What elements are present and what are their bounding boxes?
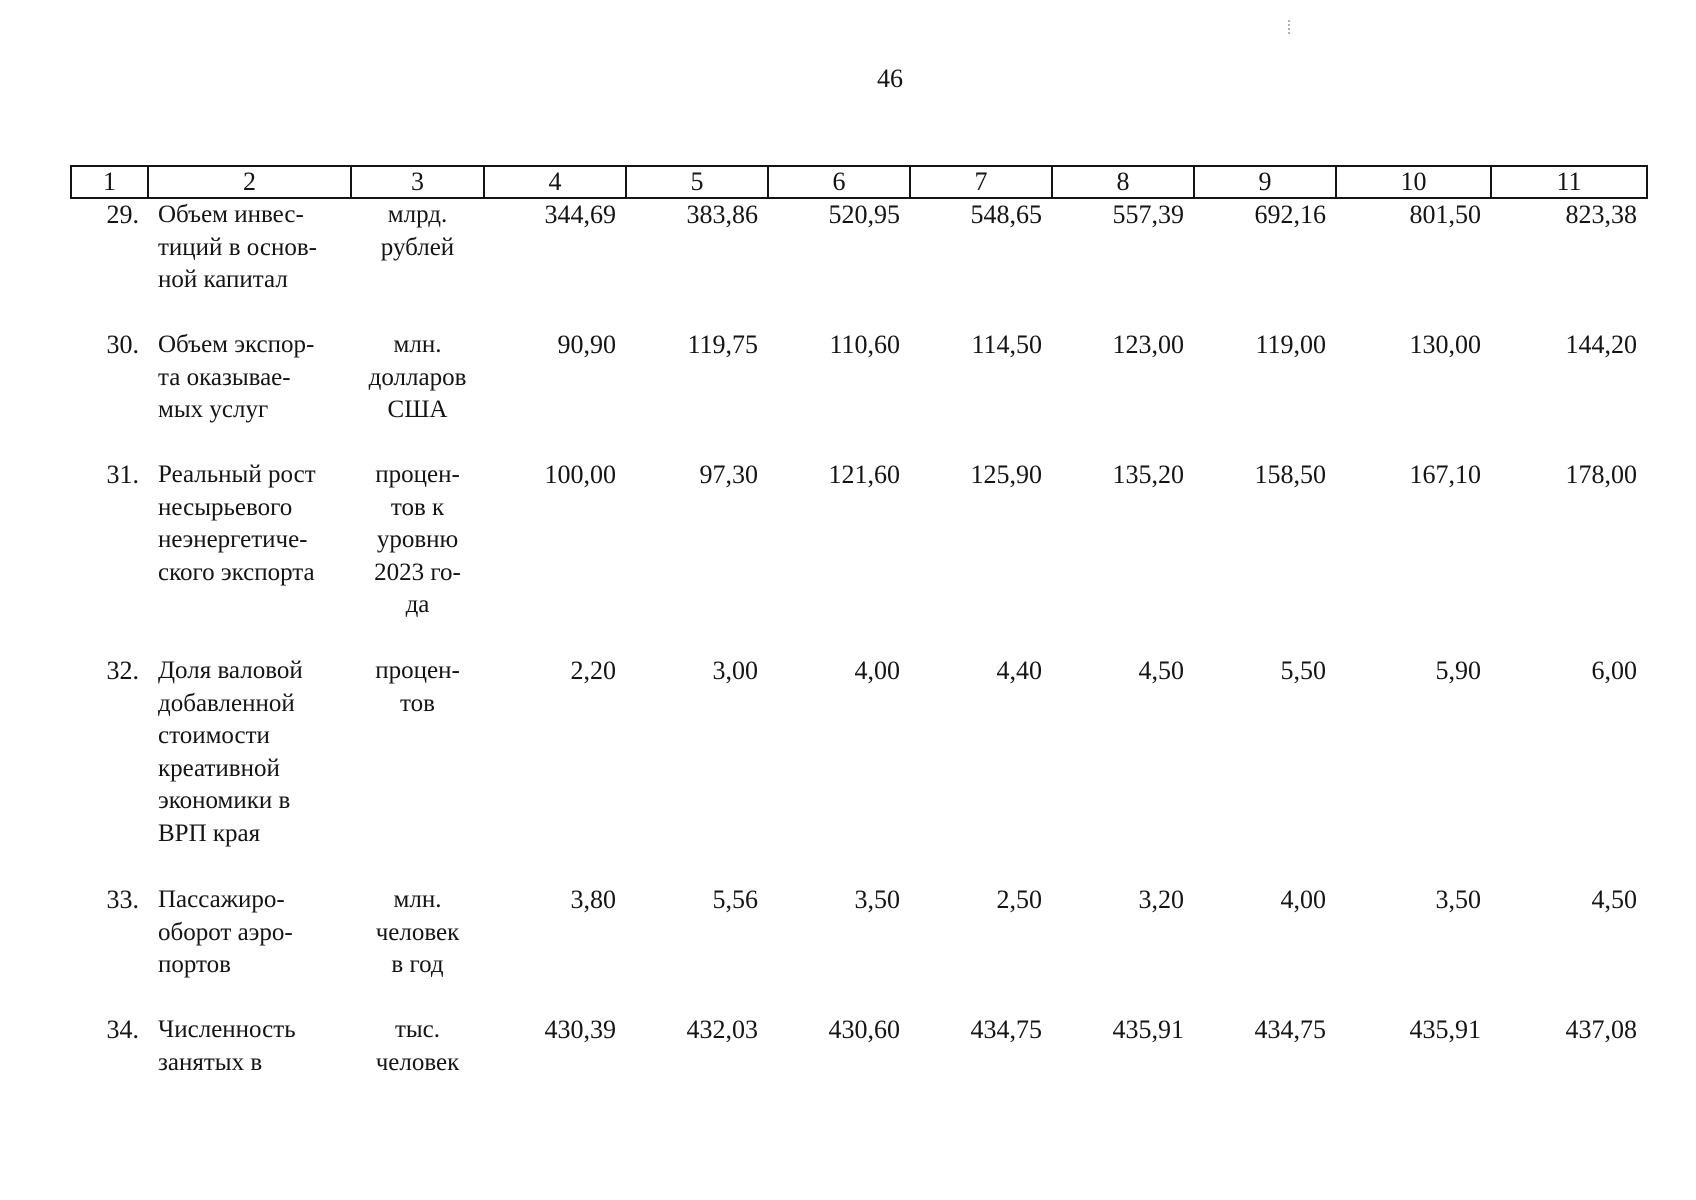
unit-of-measure [351,329,484,459]
unit-line: США [387,396,448,423]
value-cell: 178,00 [1565,460,1637,489]
indicator-name-line: Доля валовой [158,657,303,684]
value-cell: 4,50 [1591,885,1637,914]
indicator-name-line: Реальный рост [158,461,316,488]
value-cell: 110,60 [829,330,900,359]
table-row [71,884,1647,1014]
value-cell: 4,00 [1280,885,1326,914]
value-cell: 114,50 [971,330,1042,359]
value-cell: 823,38 [1565,200,1637,229]
value-cell: 144,20 [1565,330,1637,359]
column-number-row [71,166,1647,198]
column-number: 5 [626,166,768,198]
indicator-name [148,884,351,1014]
indicator-name-line: креативной [158,754,280,782]
table-row [71,329,1647,459]
value-cell: 3,50 [854,885,900,914]
unit-line: процен- [375,657,460,684]
page-number: 46 [877,64,903,93]
indicators-table [70,165,1648,1094]
value-cell: 548,65 [970,200,1042,229]
value-cell: 520,95 [828,200,900,229]
row-number: 30. [106,330,139,359]
unit-line: человек [375,918,460,946]
value-cell: 434,75 [970,1015,1042,1044]
value-cell: 4,40 [996,656,1042,685]
value-cell: 437,08 [1565,1015,1637,1044]
indicator-name-line: Объем инвес- [158,201,304,228]
indicator-name [148,329,351,459]
indicator-name-line: экономики в [158,787,291,814]
table-row [71,655,1647,884]
value-cell: 344,69 [544,200,616,229]
value-cell: 4,50 [1138,656,1184,685]
unit-of-measure [351,198,484,329]
value-cell: 3,20 [1138,885,1184,914]
unit-line: тов к [390,493,445,521]
unit-line: уровню [376,526,459,553]
column-number: 1 [71,166,148,198]
value-cell: 135,20 [1112,460,1184,489]
column-number: 6 [768,166,910,198]
indicator-name [148,1014,351,1094]
value-cell: 167,10 [1409,460,1481,489]
row-number: 32. [106,656,139,685]
value-cell: 5,90 [1435,656,1481,685]
indicator-name-line: ВРП края [158,819,261,847]
value-cell: 430,39 [544,1015,616,1044]
indicator-name [148,198,351,329]
value-cell: 119,00 [1255,330,1326,359]
indicator-name-line: оборот аэро- [158,918,293,946]
column-number: 11 [1491,166,1647,198]
value-cell: 6,00 [1591,656,1637,685]
column-number: 3 [351,166,484,198]
value-cell: 383,86 [686,200,758,229]
unit-line: долларов [368,363,467,391]
indicator-name-line: тиций в основ- [158,233,317,261]
column-number: 7 [910,166,1052,198]
value-cell: 430,60 [828,1015,900,1044]
unit-of-measure [351,1014,484,1094]
unit-of-measure [351,884,484,1014]
column-number: 2 [148,166,351,198]
value-cell: 97,30 [699,460,758,489]
value-cell: 2,20 [570,656,616,685]
scan-artifact-mark [1288,20,1292,34]
value-cell: 5,56 [712,885,758,914]
row-number: 31. [106,460,139,489]
indicator-name-line: несырьевого [158,493,293,521]
value-cell: 100,00 [544,460,616,489]
value-cell: 435,91 [1409,1015,1481,1044]
unit-line: тов [400,689,435,717]
value-cell: 90,90 [557,330,616,359]
column-number: 8 [1052,166,1194,198]
value-cell: 5,50 [1280,656,1326,685]
unit-line: млн. [393,331,442,358]
indicator-name-line: стоимости [158,722,270,749]
column-number: 4 [484,166,626,198]
value-cell: 123,00 [1112,330,1184,359]
row-number: 34. [106,1015,139,1044]
unit-line: млрд. [387,201,448,228]
indicator-name-line: та оказывае- [158,363,291,391]
indicator-name-line: ского экспорта [158,558,315,586]
value-cell: 435,91 [1112,1015,1184,1044]
unit-line: рублей [380,233,455,261]
indicator-name [148,655,351,884]
value-cell: 434,75 [1254,1015,1326,1044]
indicator-name-line: неэнергетиче- [158,526,308,553]
indicator-name [148,459,351,655]
value-cell: 3,50 [1435,885,1481,914]
unit-line: процен- [375,461,460,488]
unit-line: да [405,591,430,618]
column-number: 9 [1194,166,1336,198]
value-cell: 119,75 [687,330,758,359]
value-cell: 130,00 [1409,330,1481,359]
value-cell: 692,16 [1254,200,1326,229]
indicator-name-line: Пассажиро- [158,886,285,913]
row-number: 29. [106,200,139,229]
table-row [71,198,1647,329]
indicator-name-line: Численность [158,1016,296,1043]
unit-line: 2023 го- [374,558,461,586]
indicator-name-line: мых услуг [158,396,269,423]
table-row [71,459,1647,655]
value-cell: 121,60 [828,460,900,489]
value-cell: 4,00 [854,656,900,685]
unit-line: тыс. [394,1016,441,1043]
value-cell: 801,50 [1409,200,1481,229]
unit-of-measure [351,459,484,655]
value-cell: 2,50 [996,885,1042,914]
indicator-name-line: занятых в [158,1048,263,1076]
value-cell: 432,03 [686,1015,758,1044]
indicator-name-line: Объем экспор- [158,331,315,358]
value-cell: 125,90 [970,460,1042,489]
column-number: 10 [1336,166,1491,198]
unit-line: млн. [393,886,442,913]
unit-of-measure [351,655,484,884]
indicator-name-line: портов [158,951,231,978]
value-cell: 3,00 [712,656,758,685]
unit-line: в год [391,951,444,978]
value-cell: 557,39 [1112,200,1184,229]
value-cell: 3,80 [570,885,616,914]
unit-line: человек [375,1048,460,1076]
table-row [71,1014,1647,1094]
indicator-name-line: ной капитал [158,266,288,293]
row-number: 33. [106,885,139,914]
indicator-name-line: добавленной [158,689,295,717]
value-cell: 158,50 [1254,460,1326,489]
